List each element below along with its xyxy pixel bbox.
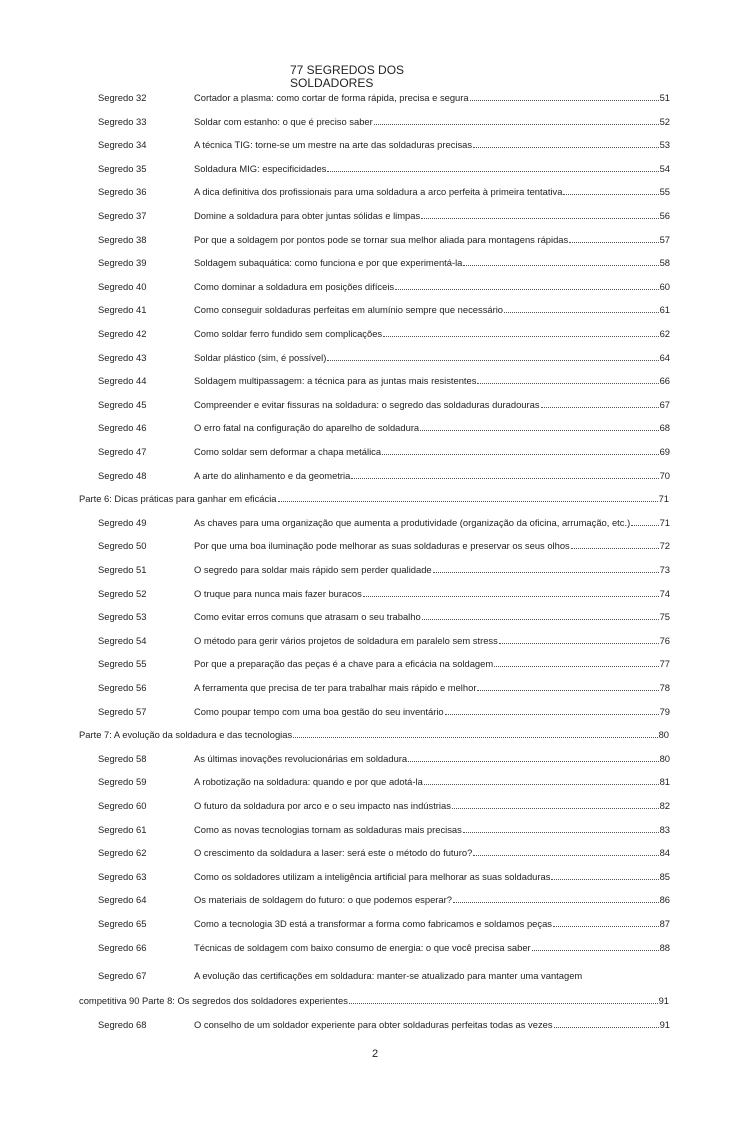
dot-leader [470, 91, 659, 101]
entry-title: Como evitar erros comuns que atrasam o seu trabalho [194, 611, 421, 622]
dot-leader [477, 374, 658, 384]
entry-page: 55 [659, 186, 670, 197]
dot-leader [477, 681, 658, 691]
entry-page: 76 [659, 635, 670, 646]
entry-page: 71 [659, 517, 670, 528]
entry-page: 74 [659, 588, 670, 599]
entry-title: Por que a preparação das peças é a chave para a eficácia na soldagem [194, 658, 494, 669]
dot-leader [383, 327, 658, 337]
dot-leader [453, 893, 659, 903]
entry-title: Soldagem subaquática: como funciona e por que experimentá-la [194, 257, 463, 268]
entry-number: Segredo 52 [98, 588, 147, 599]
entry-title: Como soldar sem deformar a chapa metálica [194, 446, 382, 457]
entry-page: 70 [659, 470, 670, 481]
entry-title: Técnicas de soldagem com baixo consumo de energia: o que você precisa saber [194, 942, 531, 953]
toc-entry[interactable] [98, 846, 670, 859]
entry-page: 82 [659, 800, 670, 811]
dot-leader [421, 209, 658, 219]
entry-number: Segredo 61 [98, 824, 147, 835]
toc-entry[interactable] [98, 539, 670, 552]
dot-leader [382, 445, 659, 455]
entry-title: A robotização na soldadura: quando e por que adotá-la [194, 776, 423, 787]
dot-leader [571, 539, 659, 549]
entry-page: 81 [659, 776, 670, 787]
entry-page: 91 [659, 1019, 670, 1030]
toc-entry[interactable] [98, 563, 670, 576]
entry-number: Segredo 54 [98, 635, 147, 646]
entry-page: 86 [659, 894, 670, 905]
entry-number: Segredo 32 [98, 92, 147, 103]
entry-number: Segredo 37 [98, 210, 147, 221]
entry-title: As chaves para uma organização que aumenta a produtividade (organização da oficina, arrumação, etc.) [194, 517, 631, 528]
dot-leader [422, 610, 659, 620]
toc-entry[interactable] [98, 1018, 670, 1031]
entry-title: A dica definitiva dos profissionais para uma soldadura a arco perfeita à primeira tentativa [194, 186, 563, 197]
entry-title-continued: competitiva 90 Parte 8: Os segredos dos soldadores experientes [79, 995, 348, 1006]
dot-leader [420, 421, 658, 431]
toc-entry[interactable] [98, 823, 670, 836]
entry-title: Cortador a plasma: como cortar de forma rápida, precisa e segura [194, 92, 469, 103]
toc-entry[interactable] [98, 256, 670, 269]
toc-entry[interactable] [98, 610, 670, 623]
entry-number: Segredo 58 [98, 753, 147, 764]
dot-leader [327, 162, 658, 172]
toc-entry[interactable] [98, 280, 670, 293]
entry-page: 54 [659, 163, 670, 174]
dot-leader [363, 587, 659, 597]
toc-entry[interactable] [98, 681, 670, 694]
toc-entry[interactable] [98, 185, 670, 198]
toc-entry[interactable] [98, 941, 670, 954]
dot-leader [445, 705, 659, 715]
entry-title: Como dominar a soldadura em posições difíceis [194, 281, 395, 292]
toc-entry[interactable] [98, 209, 670, 222]
entry-title: Como poupar tempo com uma boa gestão do seu inventário [194, 706, 444, 717]
entry-title: O método para gerir vários projetos de soldadura em paralelo sem stress [194, 635, 498, 646]
toc-part-heading[interactable] [79, 492, 669, 505]
entry-page: 73 [659, 564, 670, 575]
entry-number: Segredo 60 [98, 800, 147, 811]
entry-title: O futuro da soldadura por arco e o seu impacto nas indústrias [194, 800, 451, 811]
entry-title: A ferramenta que precisa de ter para trabalhar mais rápido e melhor [194, 682, 477, 693]
toc-entry[interactable] [98, 752, 670, 765]
toc-entry[interactable] [98, 469, 670, 482]
dot-leader [532, 941, 659, 951]
entry-page: 64 [659, 352, 670, 363]
entry-number: Segredo 38 [98, 234, 147, 245]
toc-entry[interactable] [98, 327, 670, 340]
entry-title: Soldadura MIG: especificidades [194, 163, 327, 174]
entry-title: A evolução das certificações em soldadura: manter-se atualizado para manter uma vantagem [194, 970, 583, 981]
dot-leader [631, 516, 658, 526]
toc-entry[interactable] [98, 799, 670, 812]
entry-title: Por que a soldagem por pontos pode se tornar sua melhor aliada para montagens rápidas [194, 234, 569, 245]
entry-number: Segredo 48 [98, 470, 147, 481]
toc-entry[interactable] [98, 374, 670, 387]
dot-leader [452, 799, 659, 809]
running-header: 77 SEGREDOS DOS SOLDADORES [290, 63, 405, 90]
entry-title: Como conseguir soldaduras perfeitas em alumínio sempre que necessário [194, 304, 504, 315]
dot-leader [351, 469, 658, 479]
entry-number: Segredo 59 [98, 776, 147, 787]
toc-entry[interactable] [98, 138, 670, 151]
entry-number: Segredo 57 [98, 706, 147, 717]
entry-number: Segredo 36 [98, 186, 147, 197]
entry-title: Por que uma boa iluminação pode melhorar as suas soldaduras e preservar os seus olhos [194, 540, 570, 551]
toc-entry[interactable] [98, 917, 670, 930]
dot-leader [563, 185, 658, 195]
toc-entry[interactable] [98, 587, 670, 600]
entry-number: Segredo 42 [98, 328, 147, 339]
entry-title: Como a tecnologia 3D está a transformar a forma como fabricamos e soldamos peças [194, 918, 552, 929]
entry-title: Soldar com estanho: o que é preciso saber [194, 116, 373, 127]
entry-number: Segredo 45 [98, 399, 147, 410]
dot-leader [473, 138, 658, 148]
entry-number: Segredo 44 [98, 375, 147, 386]
dot-leader [433, 563, 659, 573]
entry-number: Segredo 43 [98, 352, 147, 363]
dot-leader [494, 657, 658, 667]
entry-number: Segredo 47 [98, 446, 147, 457]
entry-page: 91 [658, 995, 669, 1006]
toc-entry[interactable] [98, 351, 670, 364]
entry-title: Como as novas tecnologias tornam as soldaduras mais precisas [194, 824, 462, 835]
entry-number: Segredo 39 [98, 257, 147, 268]
entry-page: 60 [659, 281, 670, 292]
entry-page: 61 [659, 304, 670, 315]
entry-title: Como os soldadores utilizam a inteligência artificial para melhorar as suas soldaduras [194, 871, 551, 882]
toc-entry[interactable] [98, 634, 670, 647]
entry-title: Soldar plástico (sim, é possível) [194, 352, 327, 363]
entry-number: Segredo 66 [98, 942, 147, 953]
entry-title: Domine a soldadura para obter juntas sólidas e limpas [194, 210, 421, 221]
entry-title: O truque para nunca mais fazer buracos [194, 588, 362, 599]
entry-number: Segredo 33 [98, 116, 147, 127]
entry-page: 87 [659, 918, 670, 929]
dot-leader [541, 398, 659, 408]
entry-number: Segredo 34 [98, 139, 147, 150]
entry-number: Segredo 62 [98, 847, 147, 858]
entry-title: Compreender e evitar fissuras na soldadura: o segredo das soldaduras duradouras [194, 399, 540, 410]
entry-title: O segredo para soldar mais rápido sem perder qualidade [194, 564, 432, 575]
dot-leader [278, 492, 658, 502]
dot-leader [553, 917, 659, 927]
entry-number: Segredo 49 [98, 517, 147, 528]
entry-page: 56 [659, 210, 670, 221]
toc-part-heading[interactable] [79, 728, 669, 741]
toc-entry[interactable] [98, 91, 670, 104]
entry-title: A técnica TIG: torne-se um mestre na arte das soldaduras precisas [194, 139, 473, 150]
entry-number: Segredo 63 [98, 871, 147, 882]
dot-leader [463, 256, 658, 266]
entry-page: 52 [659, 116, 670, 127]
entry-page: 77 [659, 658, 670, 669]
dot-leader [499, 634, 659, 644]
toc-entry[interactable] [98, 162, 670, 175]
dot-leader [551, 870, 658, 880]
toc-entry[interactable] [98, 516, 670, 529]
entry-page: 51 [659, 92, 670, 103]
entry-number: Segredo 46 [98, 422, 147, 433]
entry-page: 58 [659, 257, 670, 268]
entry-page: 84 [659, 847, 670, 858]
toc-entry[interactable] [98, 233, 670, 246]
entry-number: Segredo 51 [98, 564, 147, 575]
dot-leader [349, 994, 658, 1004]
entry-title: A arte do alinhamento e da geometria [194, 470, 351, 481]
entry-title: As últimas inovações revolucionárias em soldadura [194, 753, 408, 764]
toc-entry[interactable] [98, 445, 670, 458]
entry-title: O crescimento da soldadura a laser: será este o método do futuro? [194, 847, 473, 858]
entry-title: O conselho de um soldador experiente para obter soldaduras perfeitas todas as vezes [194, 1019, 553, 1030]
entry-page: 83 [659, 824, 670, 835]
entry-number: Segredo 68 [98, 1019, 147, 1030]
toc-entry[interactable] [98, 303, 670, 316]
entry-title: Os materiais de soldagem do futuro: o que podemos esperar? [194, 894, 452, 905]
entry-number: Segredo 40 [98, 281, 147, 292]
entry-page: 68 [659, 422, 670, 433]
dot-leader [554, 1018, 659, 1028]
entry-number: Segredo 55 [98, 658, 147, 669]
page-number: 2 [371, 1048, 379, 1060]
entry-number: Segredo 56 [98, 682, 147, 693]
toc-entry[interactable] [98, 775, 670, 788]
toc-entry-continuation[interactable] [79, 994, 669, 1007]
dot-leader [473, 846, 658, 856]
dot-leader [569, 233, 658, 243]
entry-page: 88 [659, 942, 670, 953]
entry-page: 66 [659, 375, 670, 386]
dot-leader [293, 728, 657, 738]
entry-title: Soldagem multipassagem: a técnica para as juntas mais resistentes [194, 375, 477, 386]
dot-leader [374, 115, 659, 125]
entry-page: 78 [659, 682, 670, 693]
part-title: Parte 6: Dicas práticas para ganhar em eficácia [79, 493, 277, 504]
entry-number: Segredo 65 [98, 918, 147, 929]
entry-page: 79 [659, 706, 670, 717]
entry-page: 75 [659, 611, 670, 622]
entry-number: Segredo 41 [98, 304, 147, 315]
dot-leader [395, 280, 658, 290]
entry-number: Segredo 53 [98, 611, 147, 622]
part-page: 71 [658, 493, 669, 504]
toc-entry[interactable] [98, 115, 670, 128]
entry-page: 72 [659, 540, 670, 551]
entry-page: 80 [659, 753, 670, 764]
toc-entry[interactable] [98, 893, 670, 906]
dot-leader [327, 351, 658, 361]
dot-leader [408, 752, 658, 762]
toc-entry[interactable] [98, 705, 670, 718]
entry-page: 85 [659, 871, 670, 882]
entry-number: Segredo 50 [98, 540, 147, 551]
entry-number: Segredo 67 [98, 970, 147, 981]
dot-leader [504, 303, 659, 313]
entry-page: 57 [659, 234, 670, 245]
toc-entry[interactable] [98, 657, 670, 670]
entry-page: 67 [659, 399, 670, 410]
entry-page: 62 [659, 328, 670, 339]
entry-title: O erro fatal na configuração do aparelho de soldadura [194, 422, 420, 433]
part-title: Parte 7: A evolução da soldadura e das tecnologias [79, 729, 293, 740]
dot-leader [424, 775, 659, 785]
entry-title: Como soldar ferro fundido sem complicações [194, 328, 383, 339]
entry-page: 53 [659, 139, 670, 150]
dot-leader [463, 823, 659, 833]
entry-number: Segredo 35 [98, 163, 147, 174]
part-page: 80 [658, 729, 669, 740]
toc-entry-wrapped[interactable] [98, 970, 582, 982]
toc-entry[interactable] [98, 870, 670, 883]
toc-entry[interactable] [98, 398, 670, 411]
toc-entry[interactable] [98, 421, 670, 434]
entry-number: Segredo 64 [98, 894, 147, 905]
entry-page: 69 [659, 446, 670, 457]
